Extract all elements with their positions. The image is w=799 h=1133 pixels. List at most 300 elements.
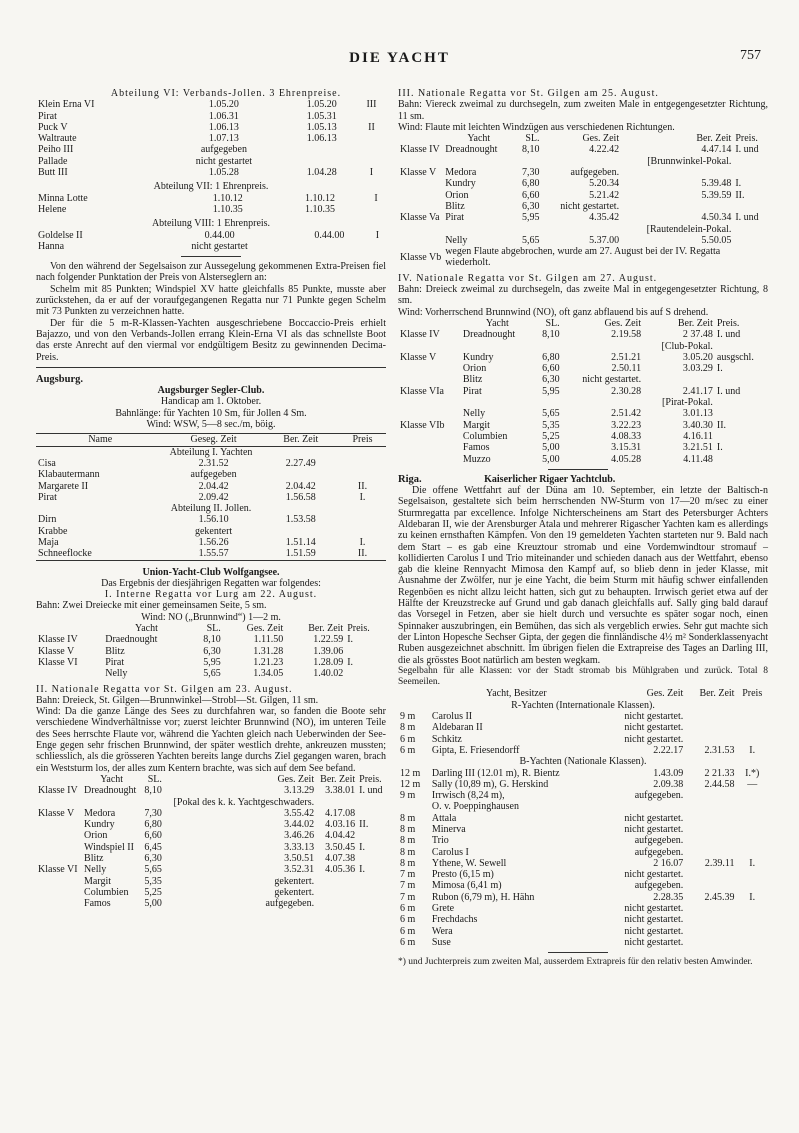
table-cell: 3.05.20 (682, 351, 713, 363)
table-cell: 2.41.17 (682, 385, 713, 397)
table-row (398, 734, 768, 745)
table-cell: 2.09.42 (198, 491, 229, 503)
table-cell (82, 797, 141, 808)
table-cell (715, 454, 768, 465)
table-cell (685, 734, 736, 745)
regatta3-title: III. Nationale Regatta vor St. Gilgen am 25. August. (398, 88, 659, 99)
table-cell: nicht gestartet. (624, 925, 684, 937)
table-cell (316, 887, 357, 898)
table-row (36, 469, 386, 480)
regatta1-title: I. Interne Regatta vor Lurg am 22. August. (104, 589, 318, 601)
table-cell: 1.56.10 (198, 514, 229, 526)
table-subheading (398, 700, 768, 711)
regatta1-bahn: Bahn: Zwei Dreiecke mit einer gemeinsamen Seite, 5 sm. (36, 600, 267, 612)
table-cell: 6,60 (522, 189, 540, 201)
table-cell: Klabautermann (38, 469, 100, 481)
table-cell: I (374, 192, 378, 204)
table-cell: 2.51.21 (611, 351, 642, 363)
table-cell (685, 801, 736, 812)
table-header-row (36, 623, 386, 634)
table-cell: 6,80 (522, 178, 540, 190)
table-cell: 2.22.17 (653, 744, 684, 756)
table-header-row (36, 434, 386, 446)
table-row (398, 790, 768, 801)
table-cell (36, 774, 82, 785)
table-cell: Carolus I (431, 846, 469, 858)
table-cell: Pallade (38, 155, 68, 167)
table-cell: 6,45 (144, 841, 162, 853)
table-row (36, 241, 386, 252)
table-row (36, 99, 386, 110)
table-cell (603, 801, 686, 812)
table-cell: Preis. (347, 623, 370, 635)
table-cell: Klasse IV (38, 634, 78, 646)
table-cell (36, 797, 82, 808)
table-cell: I. und (716, 385, 741, 397)
table-cell: 6,30 (542, 374, 560, 386)
table-cell: II. (357, 548, 368, 560)
table-row (398, 352, 768, 363)
table-row (36, 514, 386, 525)
table-cell (736, 790, 768, 801)
table-cell (36, 668, 103, 679)
table-cell (736, 926, 768, 937)
table-cell: Frechdachs (431, 914, 478, 926)
table-cell: Klasse V (400, 167, 437, 179)
table-cell: Yacht (100, 773, 124, 785)
table-cell: Klasse VI (38, 864, 78, 876)
table-cell: Preis (339, 434, 386, 446)
table-cell: 1.06.13 (306, 133, 337, 145)
table-cell: I. (735, 178, 742, 190)
table-cell (685, 824, 736, 835)
table-cell: Krabbe (38, 525, 68, 537)
table-cell (736, 711, 768, 722)
table-cell: wegen Flaute abgebrochen, wurde am 27. August bei der IV. Regatta wiederholt. (445, 246, 721, 269)
asc-title: Augsburger Segler-Club. (157, 385, 265, 397)
table-cell (398, 408, 461, 419)
table-cell: 5,95 (203, 656, 221, 668)
table-cell: 6,60 (144, 830, 162, 842)
table-cell (715, 397, 768, 408)
table-cell: nicht gestartet. (624, 812, 684, 824)
table-cell: Nelly (105, 668, 128, 680)
table-cell: nicht gestartet. (624, 869, 684, 881)
table-cell: 7 m (400, 869, 416, 881)
regatta2-title: II. Nationale Regatta vor St. Gilgen am 23. August. (36, 683, 293, 695)
table-cell: I. (359, 491, 366, 503)
table-cell: I. und (716, 329, 741, 341)
table-subheading (36, 503, 386, 514)
table-cell: Preis. (735, 133, 758, 145)
table-cell: Blitz (462, 374, 483, 386)
table-cell: nicht gestartet (195, 155, 253, 167)
table-cell: 5,65 (522, 234, 540, 246)
table-cell (514, 156, 541, 167)
table-cell: 7 m (400, 891, 416, 903)
table-cell: Klasse Va (400, 212, 440, 224)
table-cell: Carolus II (431, 711, 473, 723)
table-cell: [Pokal des k. k. Yachtgeschwaders. (173, 796, 315, 808)
table-cell: aufgegeben. (634, 790, 684, 802)
page-header (0, 48, 799, 70)
table-row (36, 111, 386, 122)
table-cell: 3.46.26 (284, 830, 315, 842)
table-cell (715, 374, 768, 385)
table-cell (514, 224, 541, 235)
table-row (36, 842, 386, 853)
table-row (36, 548, 386, 560)
table-cell (398, 190, 443, 201)
table-row (398, 408, 768, 419)
table-cell: 6 m (400, 733, 416, 745)
kry-title: Kaiserlicher Rigaer Yachtclub. (484, 473, 616, 485)
section-riga: Riga. (398, 473, 422, 485)
table-cell: Gipta, E. Friesendorff (431, 744, 520, 756)
table-cell (733, 156, 768, 167)
table-cell: aufgegeben. (634, 880, 684, 892)
asc-subtitle: Handicap am 1. Oktober. (160, 396, 262, 408)
table-cell (316, 898, 357, 909)
table-cell (398, 442, 461, 453)
table-cell: 6 m (400, 914, 416, 926)
table-cell (733, 201, 768, 212)
table-cell: 1.55.57 (198, 548, 229, 560)
table-cell (398, 178, 443, 189)
table-cell (685, 790, 736, 801)
table-cell: Yacht (467, 133, 491, 145)
table-cell: 5,35 (144, 875, 162, 887)
table-cell: Goldelse II (38, 229, 83, 241)
table-cell (398, 454, 461, 465)
table-row (36, 864, 386, 875)
regatta2-wind: Wind: Da die ganze Länge des Sees zu durchfahren war, so fanden die Boote sehr verschiedene Windverhältnisse vor; zuerst leichter Brunnwind (NO), im unteren Teile des Sees herrschte Flaute vor, während die Yachten gleich nach Ueberwinden der See-Enge gegen sehr frischen Brunnwind, der später westlich drehte, ankreuzen mussten; schliesslich, als die grösseren Yachten bereits lange durchs Ziel gegangen waren, brach ein Weststurm los, der alles zum Kentern brachte, was sich auf dem See befand. (36, 706, 386, 774)
table-cell: 1.31.28 (253, 645, 284, 657)
table-cell (398, 431, 461, 442)
table-cell (715, 341, 768, 352)
table-cell: Famos (462, 442, 490, 454)
table-row (398, 224, 768, 235)
table-cell: 6,30 (203, 645, 221, 657)
table-cell: nicht gestartet. (624, 824, 684, 835)
table-cell (286, 156, 356, 167)
table-cell: 2.39.11 (704, 857, 735, 869)
table-cell (357, 133, 386, 144)
table-cell: Name (36, 434, 165, 446)
table-cell: 8 m (400, 722, 416, 734)
table-row (36, 537, 386, 548)
table-cell (36, 876, 82, 887)
table-cell: Klasse VI (38, 656, 78, 668)
table-cell: Kundry (462, 351, 494, 363)
table-cell: Ges. Zeit (246, 623, 284, 635)
table-cell: 6,80 (542, 351, 560, 363)
table-cell (398, 363, 461, 374)
table-cell (263, 526, 339, 537)
table-cell (357, 111, 386, 122)
paragraph-boccaccio: Der für die 5 m-R-Klassen-Yachten ausgeschriebene Boccaccio-Preis erhielt Bajazzo, und von den Verbands-Jollen errang Klein-Erna VI als das schnellste Boot das erste Anrecht auf den viermal vor endgültigem Besitz zu gewinnenden Decima-Preis. (36, 317, 386, 363)
table-cell: nicht gestartet (191, 240, 248, 252)
table-row (398, 201, 768, 212)
table-cell: 5,65 (542, 408, 560, 420)
table-cell: 1.06.31 (208, 110, 239, 122)
table-cell: 9 m (400, 790, 416, 802)
table-cell (715, 408, 768, 419)
table-cell: Orion (84, 830, 108, 842)
table-cell: Ber. Zeit (696, 133, 732, 145)
table-row (398, 768, 768, 779)
table-cell (736, 880, 768, 891)
table-cell: 5.21.42 (589, 189, 620, 201)
regatta1-wind: Wind: NO („Brunnwind“) 1—2 m. (141, 611, 281, 623)
table-cell (534, 341, 562, 352)
table-cell: Famos (84, 898, 111, 910)
table-cell: 5,65 (144, 864, 162, 876)
table-cell (461, 341, 534, 352)
table-cell (643, 374, 715, 385)
table-cell: Pirat (38, 110, 57, 122)
table-cell: Ber. Zeit (320, 773, 356, 785)
table-cell: Geseg. Zeit (165, 434, 263, 446)
table-cell (685, 711, 736, 722)
table-cell: Klasse V (400, 351, 437, 363)
table-cell (366, 204, 386, 215)
table-cell: III (366, 99, 377, 111)
table-row (398, 711, 768, 722)
table-cell: 8 m (400, 812, 416, 824)
regatta2-table (36, 774, 386, 910)
table-cell: 5.39.59 (701, 189, 732, 201)
table-cell (398, 318, 461, 329)
table-row (36, 819, 386, 830)
table-cell: 6,30 (144, 853, 162, 864)
table-cell (621, 201, 733, 212)
table-cell: Puck V (38, 121, 68, 133)
table-cell: 3.13.29 (284, 785, 315, 797)
table-cell: Ber. Zeit (699, 688, 735, 700)
table-cell (36, 898, 82, 909)
table-cell: 0.44.00 (314, 229, 345, 241)
table-cell: Peiho III (38, 144, 74, 156)
table-row (398, 442, 768, 453)
table-row (398, 892, 768, 903)
table-row (36, 458, 386, 469)
table-cell (542, 156, 622, 167)
table-cell: 2.04.42 (198, 480, 229, 492)
table-cell: 1.34.05 (253, 668, 284, 680)
table-cell: 1.56.58 (285, 491, 316, 503)
table-cell: Schneeflocke (38, 548, 92, 560)
table-cell: 8 m (400, 857, 416, 869)
table-subheading (36, 446, 386, 458)
table-cell: Pirat (38, 491, 57, 503)
table-cell: Waltraute (38, 133, 77, 145)
table-cell: 1.05.20 (208, 99, 239, 111)
table-cell: 4.04.42 (325, 830, 356, 842)
table-row (398, 374, 768, 385)
table-cell: Maja (38, 536, 59, 548)
table-cell: 3.38.01 (325, 785, 356, 797)
table-subheading (398, 756, 768, 767)
table-cell: O. v. Poeppinghausen (431, 801, 519, 813)
table-cell: [Pirat-Pokal. (662, 397, 713, 409)
table-cell (290, 241, 369, 252)
table-cell (733, 235, 768, 246)
table-cell (357, 830, 386, 841)
table-cell (398, 688, 430, 699)
table-cell (357, 853, 386, 864)
table-row (36, 668, 386, 679)
table-cell (685, 914, 736, 925)
page-number: 757 (740, 48, 761, 63)
table-cell (736, 914, 768, 925)
table-cell: Margit (84, 875, 112, 887)
table-cell: nicht gestartet. (624, 936, 684, 948)
table-cell: II. (357, 480, 368, 492)
table-cell: Yacht (485, 317, 509, 329)
table-cell: 5,25 (542, 430, 560, 442)
table-cell: 7,30 (144, 807, 162, 819)
table-cell: nicht gestartet. (624, 903, 684, 915)
table-cell: nicht gestartet. (624, 914, 684, 926)
table-cell: 12 m (400, 767, 421, 779)
table-cell: 1.07.13 (208, 133, 239, 145)
table-cell: II (368, 121, 375, 133)
table-cell (36, 887, 82, 898)
table-cell: II. (716, 419, 727, 431)
table-row (398, 329, 768, 340)
table-cell: gekentert (194, 525, 233, 537)
table-cell: 5,00 (542, 442, 560, 454)
table-cell: Dreadnought (445, 144, 498, 156)
table-cell: 2.44.58 (704, 778, 735, 790)
table-cell: 4.35.42 (589, 212, 620, 224)
table-cell: 7,30 (522, 167, 540, 179)
table-cell: Kundry (445, 178, 476, 190)
table-cell: I. (749, 857, 756, 869)
table-cell: 0.44.00 (204, 229, 235, 241)
table-cell (715, 431, 768, 442)
table-row (398, 363, 768, 374)
abt6-heading: Abteilung VI: Verbands-Jollen. 3 Ehrenpreise. (110, 88, 342, 99)
table-cell (736, 835, 768, 846)
table-cell: 1.06.13 (208, 121, 239, 133)
table-row (36, 133, 386, 144)
table-row (398, 178, 768, 189)
table-cell (562, 341, 643, 352)
table-cell: 8 m (400, 824, 416, 835)
table-row (398, 397, 768, 408)
abt7-table (36, 193, 386, 216)
table-cell: 4.17.08 (325, 807, 356, 819)
table-cell: nicht gestartet. (624, 733, 684, 745)
table-cell: 8,10 (522, 144, 540, 156)
table-cell (398, 341, 461, 352)
table-cell: SL. (147, 773, 162, 785)
table-cell: Suse (431, 936, 451, 948)
table-row (36, 204, 386, 215)
table-cell: 6 m (400, 903, 416, 915)
table-cell: 2.04.42 (285, 480, 316, 492)
table-cell (685, 813, 736, 824)
table-cell: 6,80 (144, 819, 162, 831)
table-cell (736, 813, 768, 824)
table-row (398, 190, 768, 201)
table-cell: Preis (742, 688, 763, 700)
table-cell: 8,10 (542, 329, 560, 341)
table-row (36, 634, 386, 645)
table-cell: 1.43.09 (653, 767, 684, 779)
table-cell: 2 16.07 (653, 857, 684, 869)
table-cell: Trio (431, 835, 449, 847)
table-cell (339, 514, 386, 525)
table-cell (36, 842, 82, 853)
table-cell (736, 801, 768, 812)
table-cell: SL. (206, 623, 221, 635)
table-row (398, 745, 768, 756)
table-cell: Blitz (445, 200, 465, 212)
table-cell: Mimosa (6,41 m) (431, 880, 502, 892)
table-cell: Nelly (445, 234, 468, 246)
table-cell (36, 623, 103, 634)
table-row (36, 887, 386, 898)
table-cell (685, 903, 736, 914)
table-cell: Pirat (105, 656, 125, 668)
table-cell: 1.05.13 (306, 121, 337, 133)
table-row (36, 898, 386, 909)
kry-report: Die offene Wettfahrt auf der Düna am 10. September, ein letzte der Baltisch-n Segelsaison, gestaltete sich beim herrschenden NW-Sturm von 17—20 m/sec zu einer Sturmregatta par excellence. Infolge Nichterscheinens am Start des Petersburger Achters Aldebaran II, wie der Arensburger Atala und mehrerer Rigascher Yachten kam es allerdings zu keinen ernsthaften Kämpfen. Von den 19 gemeldeten Yachten starteten nur 9. Bald nach dem Start – es gab eine Kreuztour stromab und eine Vordemwindtour stromauf – kollidierten Carolus I und Trio miteinander und schieden danach aus der Wettfahrt, ebenso gab die kleine Rennyacht Mimosa den Kampf auf, so blieb denn in jeder Klasse, mit Ausnahme der Zwölfer, nur je eine Yacht, die beim Sturm mit häufig schwer einfallenden Regenböen es nicht allzu leicht hatten, sich gut zu behaupten. Irrwisch geriet etwa auf der Hälfte der Kreuzstrecke auf Grund und gab danach gleichfalls auf. Sally ging bald darauf das Vorsegel in Fetzen, aber sie hielt durch und versuchte es später sogar noch, einen Spinnaker auszubringen, ein Bemühen, das sich als vergeblich erwies. Sehr gut machte sich der Linton Hopesche Sechser Gipta, der gegen die finnländische 4½ m² Sonderklassenyacht Ruben ausgezeichnet abschnitt. Im übrigen fielen die Extrapreise des Tages an Darling III, die als grösstes Boot natürlich am besten wegkam. (398, 485, 768, 666)
table-cell: — (747, 778, 758, 790)
table-cell: Klein Erna VI (38, 99, 95, 111)
table-cell: Minerva (431, 824, 466, 835)
table-cell: Ges. Zeit (277, 773, 315, 785)
regatta3-wind: Wind: Flaute mit leichten Windzügen aus verschiedenen Richtungen. (398, 121, 675, 133)
table-cell: Minna Lotte (38, 192, 88, 204)
table-cell: I. und (735, 212, 759, 224)
table-cell: Yacht (135, 623, 158, 635)
table-row (398, 722, 768, 733)
table-cell: 3.15.31 (611, 442, 642, 454)
table-row (398, 858, 768, 869)
table-cell: 1.10.35 (212, 203, 243, 215)
table-cell (357, 898, 386, 909)
table-row (398, 847, 768, 858)
table-cell: Ber. Zeit (677, 317, 713, 329)
table-cell (534, 397, 562, 408)
table-row (398, 869, 768, 880)
table-row (398, 246, 768, 269)
table-header-row (398, 688, 768, 699)
table-row (398, 926, 768, 937)
table-cell: 1.56.26 (198, 536, 229, 548)
table-cell (443, 156, 514, 167)
table-cell: Dirn (38, 514, 57, 526)
footnote: *) und Juchterpreis zum zweiten Mal, ausserdem Extrapreis für den relativ besten Amwinder. (398, 957, 753, 968)
table-row (398, 386, 768, 397)
table-cell (369, 241, 386, 252)
table-cell: 8 m (400, 835, 416, 847)
table-row (398, 156, 768, 167)
table-row (398, 835, 768, 846)
table-cell: Sally (10,89 m), G. Herskind (431, 778, 549, 790)
asc-wind: Wind: WSW, 5—8 sec./m, böig. (146, 419, 276, 431)
table-cell: 2.09.38 (653, 778, 684, 790)
table-row (36, 193, 386, 204)
table-cell: 1.10.35 (304, 203, 335, 215)
table-cell: Klasse V (38, 645, 75, 657)
asc-table (36, 433, 386, 560)
table-cell: gekentert. (274, 886, 315, 898)
